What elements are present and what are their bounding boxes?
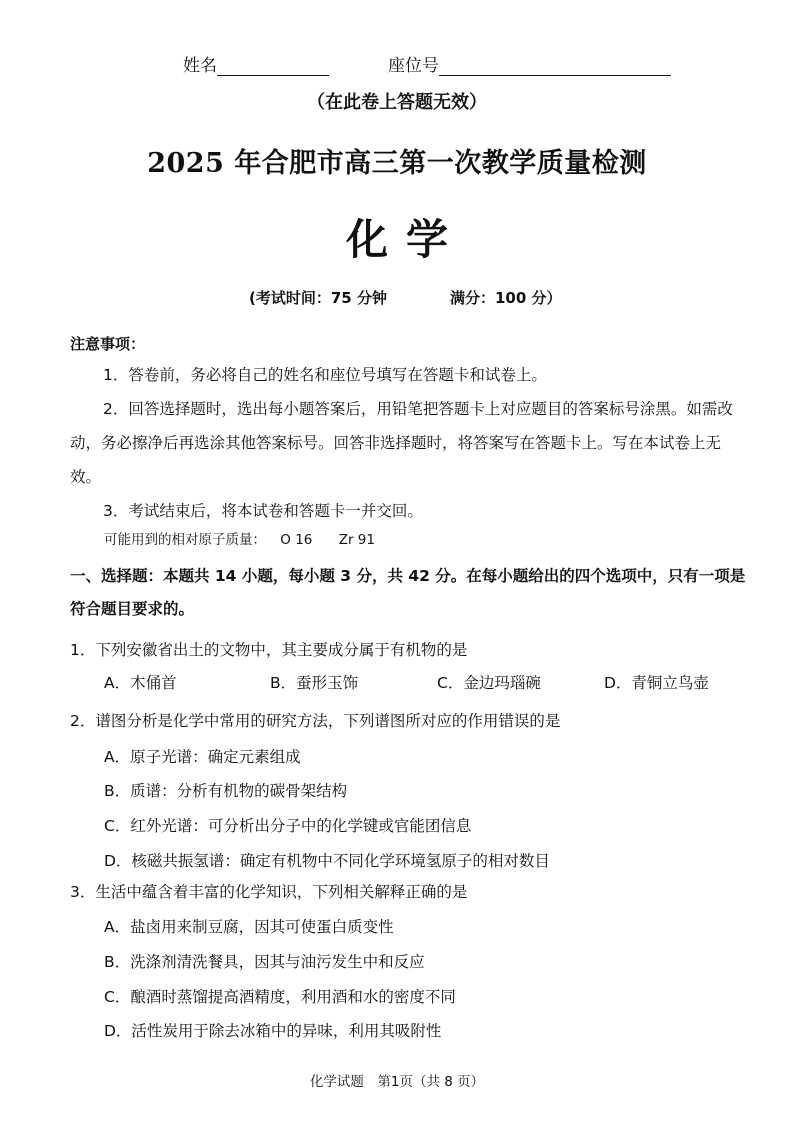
name-label: 姓名	[183, 56, 217, 76]
seat-blank-line[interactable]	[439, 57, 671, 76]
q3-option-d[interactable]: D．活性炭用于除去冰箱中的异味，利用其吸附性	[104, 1022, 442, 1040]
q2-option-c[interactable]: C．红外光谱：可分析出分子中的化学键或官能团信息	[104, 817, 472, 835]
note-item: 3．考试结束后，将本试卷和答题卡一并交回。	[103, 502, 423, 520]
subject-title: 化学	[345, 215, 466, 264]
atomic-mass-o: O 16	[280, 532, 313, 548]
seat-label: 座位号	[388, 56, 439, 76]
seat-field[interactable]	[388, 51, 671, 76]
q3-option-b[interactable]: B．洗涤剂清洗餐具，因其与油污发生中和反应	[104, 953, 425, 971]
q2-option-d[interactable]: D．核磁共振氢谱：确定有机物中不同化学环境氢原子的相对数目	[104, 852, 550, 870]
question-1-stem: 1．下列安徽省出土的文物中，其主要成分属于有机物的是	[70, 641, 468, 659]
q1-option-d[interactable]: D．青铜立鸟壶	[604, 674, 709, 692]
notes-heading: 注意事项：	[70, 335, 146, 353]
section-heading: 一、选择题：本题共 14 小题，每小题 3 分，共 42 分。在每小题给出的四个选项中，只有一项是符合题目要求的。	[70, 567, 746, 618]
atomic-mass-zr: Zr 91	[338, 532, 375, 548]
invalid-note: （在此卷上答题无效）	[307, 92, 487, 113]
exam-time: (考试时间：75 分钟	[249, 289, 387, 307]
note-item: 2．回答选择题时，选出每小题答案后，用铅笔把答题卡上对应题目的答案标号涂黑。如需改动，务必擦净后再选涂其他答案标号。回答非选择题时，将答案写在答题卡上。写在本试卷上无效。	[70, 400, 733, 486]
q3-option-c[interactable]: C．酿酒时蒸馏提高酒精度，利用酒和水的密度不同	[104, 988, 456, 1006]
name-field[interactable]	[183, 51, 329, 76]
name-blank-line[interactable]	[217, 57, 329, 76]
q3-option-a[interactable]: A．盐卤用来制豆腐，因其可使蛋白质变性	[104, 918, 394, 936]
exam-full-score: 满分：100 分）	[450, 289, 562, 307]
question-3-stem: 3．生活中蕴含着丰富的化学知识，下列相关解释正确的是	[70, 883, 468, 901]
notes-list	[70, 358, 746, 528]
q1-option-b[interactable]: B．蚕形玉饰	[270, 674, 359, 692]
q1-option-c[interactable]: C．金边玛瑙碗	[437, 674, 541, 692]
exam-title: 2025 年合肥市高三第一次教学质量检测	[147, 148, 647, 179]
atomic-mass-line	[104, 528, 375, 548]
note-item: 1．答卷前，务必将自己的姓名和座位号填写在答题卡和试卷上。	[103, 366, 547, 384]
question-2-stem: 2．谱图分析是化学中常用的研究方法，下列谱图所对应的作用错误的是	[70, 712, 561, 730]
page-footer: 化学试题 第1页（共 8 页）	[309, 1074, 485, 1090]
q1-option-a[interactable]: A．木俑首	[104, 674, 177, 692]
q2-option-b[interactable]: B．质谱：分析有机物的碳骨架结构	[104, 782, 348, 800]
atomic-mass-label: 可能用到的相对原子质量：	[104, 532, 266, 548]
q2-option-a[interactable]: A．原子光谱：确定元素组成	[104, 748, 301, 766]
